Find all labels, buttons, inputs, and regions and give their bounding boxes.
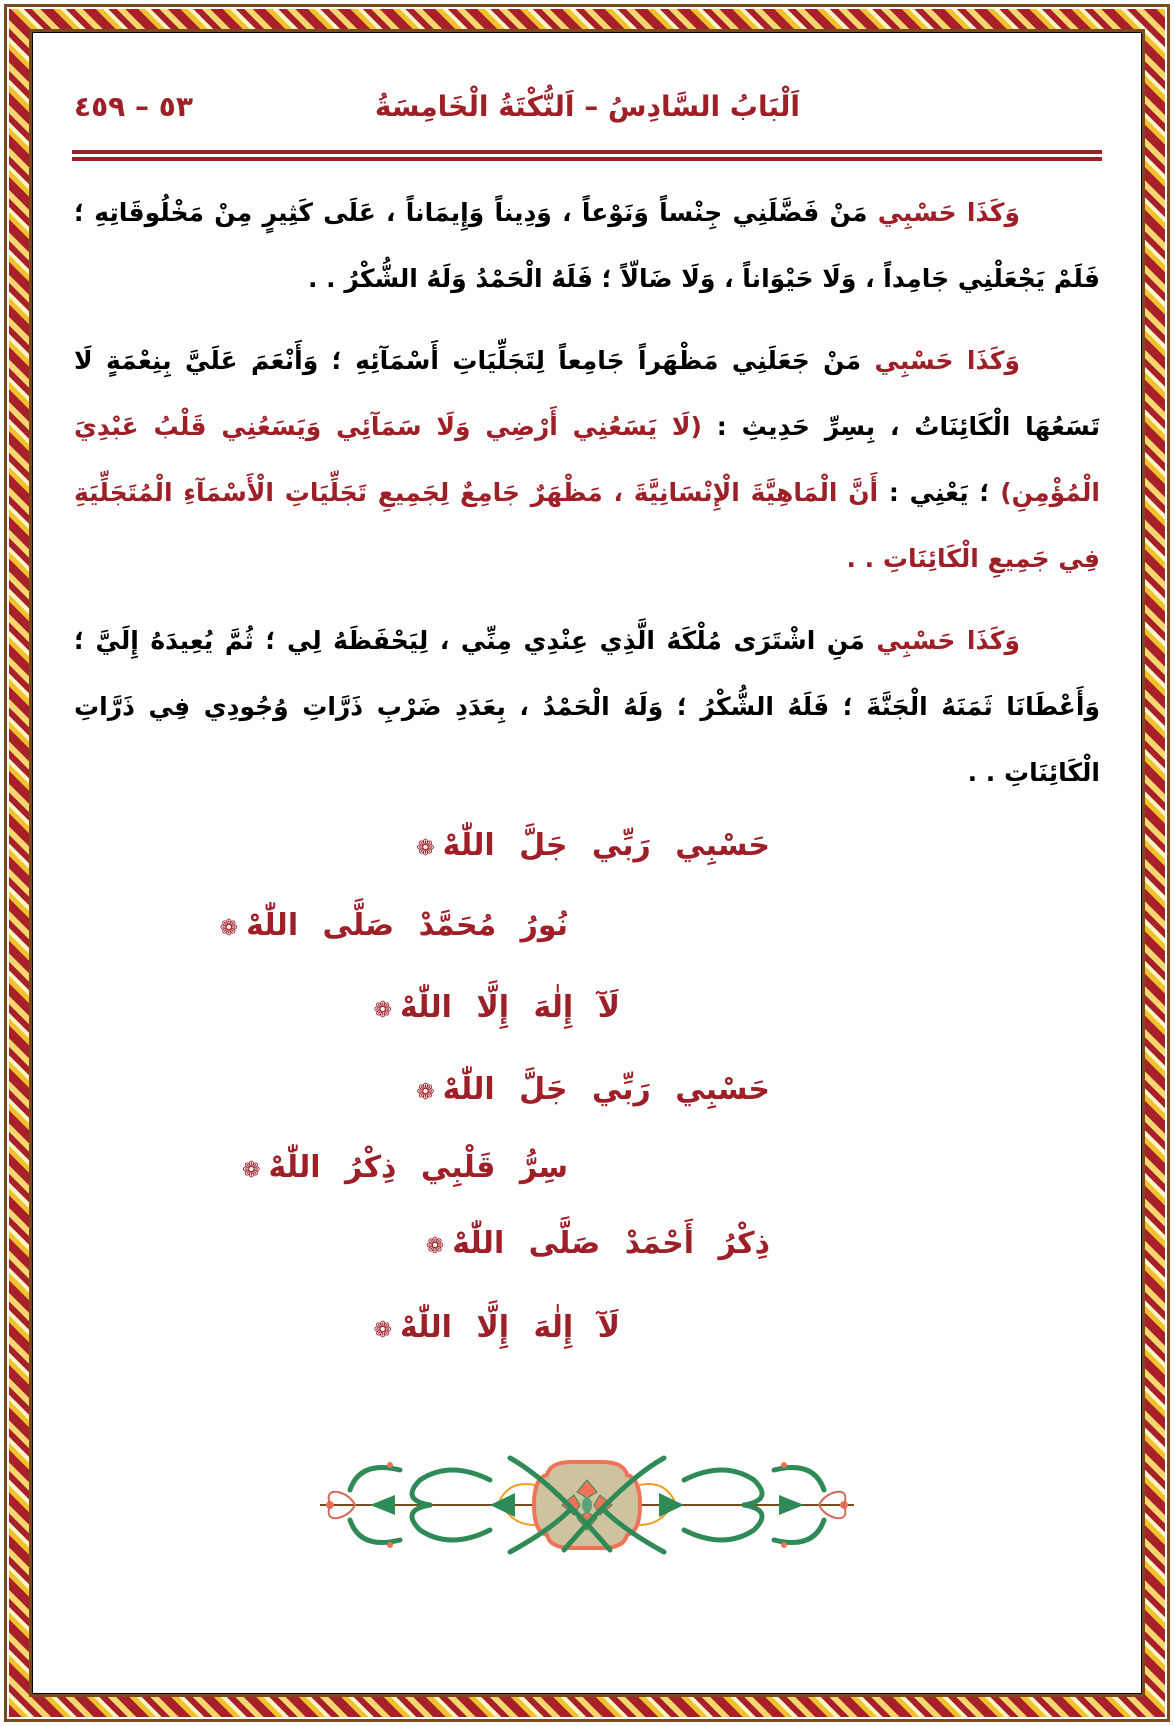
header-rule-top bbox=[72, 150, 1102, 154]
paragraph-1 bbox=[74, 180, 1100, 312]
page-number: ٥٣ – ٤٥٩ bbox=[74, 90, 193, 123]
paragraph-2 bbox=[74, 328, 1100, 592]
flower-icon: ❁ bbox=[416, 1080, 435, 1105]
flower-icon: ❁ bbox=[416, 836, 435, 861]
poem-line: لَآ إِلٰهَ إِلَّا اللّٰهْ❁ bbox=[373, 990, 620, 1025]
flower-icon: ❁ bbox=[373, 1318, 392, 1343]
body-text bbox=[74, 180, 1100, 822]
page-header bbox=[74, 82, 1100, 138]
paragraph-lead: وَكَذَا حَسْبِي bbox=[876, 626, 1021, 655]
chapter-title: اَلْبَابُ السَّادِسُ – اَلنُّكْتَةُ الْخَامِسَةُ bbox=[374, 90, 800, 123]
paragraph-text: مَنْ جَعَلَنِي مَظْهَراً جَامِعاً لِتَجَلِّيَاتِ أَسْمَآئِهِ ؛ وَأَنْعَمَ عَلَيَّ بِنِعْمَةٍ لَا تَسَعُهَا الْكَائِنَاتُ ، بِسِرِّ حَدِيثِ : bbox=[74, 346, 1100, 441]
hadith-quote: (لَا يَسَعُنِي أَرْضِي وَلَا سَمَآئِي وَيَسَعُنِي قَلْبُ عَبْدِيَ الْمُؤْمِنِ) bbox=[74, 412, 1100, 507]
poem-line: لَآ إِلٰهَ إِلَّا اللّٰهْ❁ bbox=[373, 1310, 620, 1345]
floral-ornament-icon bbox=[310, 1440, 864, 1570]
flower-icon: ❁ bbox=[219, 916, 239, 941]
paragraph-text: مَنْ فَضَّلَنِي جِنْساً وَنَوْعاً ، وَدِيناً وَإِيمَاناً ، عَلَى كَثِيرٍ مِنْ مَخْلُوقَاتِهِ ؛ فَلَمْ يَجْعَلْنِي جَامِداً ، وَلَا حَيْوَاناً ، وَلَا ضَالّاً ؛ فَلَهُ الْحَمْدُ وَلَهُ الشُّكْرُ . . bbox=[74, 198, 1100, 293]
paragraph-lead: وَكَذَا حَسْبِي bbox=[877, 198, 1021, 227]
poem-line: سِرُّ قَلْبِي ذِكْرُ اللّٰهْ❁ bbox=[242, 1150, 568, 1185]
paragraph-text: ؛ يَعْنِي : bbox=[878, 478, 1001, 507]
poem-line: حَسْبِي رَبِّي جَلَّ اللّٰهْ❁ bbox=[416, 1072, 770, 1107]
flower-icon: ❁ bbox=[373, 998, 392, 1023]
flower-icon: ❁ bbox=[425, 1234, 445, 1259]
hadith-meaning: أَنَّ الْمَاهِيَّةَ الْإِنْسَانِيَّةَ ، مَظْهَرٌ جَامِعٌ لِجَمِيعِ تَجَلِّيَاتِ الْأَسْمَآءِ الْمُتَجَلِّيَةِ فِي جَمِيعِ الْكَائِنَاتِ . . bbox=[74, 478, 1100, 573]
poem-line: ذِكْرُ أَحْمَدْ صَلَّى اللّٰهْ❁ bbox=[425, 1226, 770, 1261]
header-rule-bottom bbox=[72, 157, 1102, 161]
flower-icon: ❁ bbox=[242, 1158, 261, 1183]
paragraph-lead: وَكَذَا حَسْبِي bbox=[874, 346, 1020, 375]
poem-line: نُورُ مُحَمَّدْ صَلَّى اللّٰهْ❁ bbox=[219, 908, 568, 943]
paragraph-text: مَنِ اشْتَرَى مُلْكَهُ الَّذِي عِنْدِي مِنِّي ، لِيَحْفَظَهُ لِي ؛ ثُمَّ يُعِيدَهُ إِلَيَّ ؛ وَأَعْطَانَا ثَمَنَهُ الْجَنَّةَ ؛ فَلَهُ الشُّكْرُ ؛ وَلَهُ الْحَمْدُ ، بِعَدَدِ ضَرْبِ ذَرَّاتِ وُجُودِي فِي ذَرَّاتِ الْكَائِنَاتِ . . bbox=[74, 626, 1100, 787]
paragraph-3 bbox=[74, 608, 1100, 806]
poem-line: حَسْبِي رَبِّي جَلَّ اللّٰهْ❁ bbox=[416, 828, 770, 863]
